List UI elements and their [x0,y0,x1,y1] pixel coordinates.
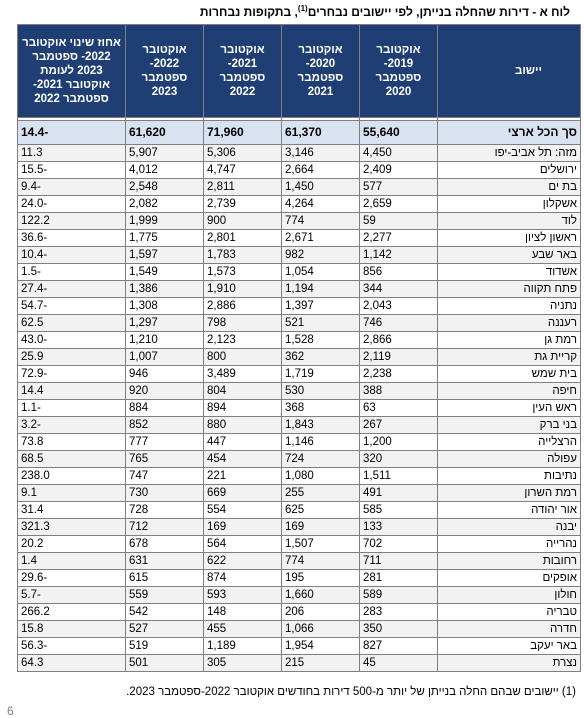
period-3-value: 305 [204,655,282,672]
period-4-value: 1,386 [126,281,204,298]
period-2-value: 2,664 [282,162,360,179]
period-4-value: 1,308 [126,298,204,315]
period-2-value: 774 [282,553,360,570]
percent-change-value: -54.7 [18,298,126,315]
table-row [18,519,581,536]
table-row [18,570,581,587]
table-row [18,366,581,383]
header-percent-change: אחוז שינוי אוקטובר 2022- ספטמבר 2023 לעומת אוקטובר 2021- ספטמבר 2022 [18,25,126,118]
period-4-value: 920 [126,383,204,400]
percent-change-value: -56.3 [18,638,126,655]
period-2-value: 521 [282,315,360,332]
period-1-value: 1,200 [360,434,438,451]
period-1-value: 577 [360,179,438,196]
period-2-value: 206 [282,604,360,621]
locality-name: חולון [438,587,581,604]
period-3-value: 900 [204,213,282,230]
table-row [18,264,581,281]
total-period-2: 61,370 [282,121,360,145]
percent-change-value: 31.4 [18,502,126,519]
percent-change-value: -36.6 [18,230,126,247]
period-2-value: 1,146 [282,434,360,451]
header-period-4: אוקטובר 2022- ספטמבר 2023 [126,25,204,118]
period-3-value: 221 [204,468,282,485]
locality-name: חיפה [438,383,581,400]
period-2-value: 2,671 [282,230,360,247]
period-1-value: 2,119 [360,349,438,366]
period-4-value: 1,007 [126,349,204,366]
period-1-value: 281 [360,570,438,587]
period-1-value: 1,511 [360,468,438,485]
table-row [18,485,581,502]
locality-name: באר שבע [438,247,581,264]
period-2-value: 724 [282,451,360,468]
period-2-value: 625 [282,502,360,519]
period-1-value: 827 [360,638,438,655]
locality-name: רמת גן [438,332,581,349]
period-2-value: 1,528 [282,332,360,349]
title-main: לוח א - דירות שהחלה בנייתן, לפי יישובים נבחרים [307,5,570,19]
period-4-value: 542 [126,604,204,621]
table-row [18,536,581,553]
period-3-value: 804 [204,383,282,400]
period-1-value: 45 [360,655,438,672]
period-4-value: 1,597 [126,247,204,264]
period-3-value: 148 [204,604,282,621]
percent-change-value: 14.4 [18,383,126,400]
period-2-value: 1,954 [282,638,360,655]
locality-name: נתניה [438,298,581,315]
period-4-value: 765 [126,451,204,468]
percent-change-value: 20.2 [18,536,126,553]
period-1-value: 589 [360,587,438,604]
table-row [18,213,581,230]
period-3-value: 2,739 [204,196,282,213]
locality-name: חדרה [438,621,581,638]
locality-name: עפולה [438,451,581,468]
period-1-value: 2,043 [360,298,438,315]
period-4-value: 1,549 [126,264,204,281]
header-locality: יישוב [438,25,581,118]
percent-change-value: 68.5 [18,451,126,468]
period-3-value: 3,489 [204,366,282,383]
percent-change-value: 73.8 [18,434,126,451]
period-3-value: 2,811 [204,179,282,196]
period-3-value: 2,801 [204,230,282,247]
period-2-value: 362 [282,349,360,366]
percent-change-value: 62.5 [18,315,126,332]
period-1-value: 344 [360,281,438,298]
period-2-value: 1,507 [282,536,360,553]
header-row [18,25,581,118]
locality-name: יבנה [438,519,581,536]
locality-name: טבריה [438,604,581,621]
percent-change-value: -1.1 [18,400,126,417]
period-4-value: 777 [126,434,204,451]
period-3-value: 1,910 [204,281,282,298]
period-4-value: 1,775 [126,230,204,247]
table-row [18,230,581,247]
period-2-value: 1,843 [282,417,360,434]
period-1-value: 856 [360,264,438,281]
locality-name: נתיבות [438,468,581,485]
locality-name: ראשון לציון [438,230,581,247]
percent-change-value: -3.2 [18,417,126,434]
period-3-value: 2,123 [204,332,282,349]
period-3-value: 1,783 [204,247,282,264]
period-4-value: 946 [126,366,204,383]
percent-change-value: -29.6 [18,570,126,587]
percent-change-value: -24.0 [18,196,126,213]
period-2-value: 1,066 [282,621,360,638]
period-1-value: 1,142 [360,247,438,264]
period-2-value: 4,264 [282,196,360,213]
period-1-value: 2,409 [360,162,438,179]
period-4-value: 1,297 [126,315,204,332]
locality-name: פתח תקווה [438,281,581,298]
period-4-value: 559 [126,587,204,604]
period-1-value: 711 [360,553,438,570]
period-2-value: 1,397 [282,298,360,315]
period-4-value: 631 [126,553,204,570]
period-2-value: 255 [282,485,360,502]
table-row [18,298,581,315]
period-2-value: 1,450 [282,179,360,196]
period-4-value: 2,082 [126,196,204,213]
period-1-value: 63 [360,400,438,417]
title-footnote-ref: (1) [297,4,308,13]
table-row [18,349,581,366]
period-4-value: 678 [126,536,204,553]
total-label: סך הכל ארצי [438,121,581,145]
percent-change-value: -5.7 [18,587,126,604]
total-period-1: 55,640 [360,121,438,145]
period-3-value: 880 [204,417,282,434]
locality-name: אשקלון [438,196,581,213]
total-period-3: 71,960 [204,121,282,145]
table-row [18,502,581,519]
table-title [200,4,570,19]
percent-change-value: 122.2 [18,213,126,230]
period-1-value: 4,450 [360,145,438,162]
period-1-value: 388 [360,383,438,400]
locality-name: אשדוד [438,264,581,281]
period-3-value: 669 [204,485,282,502]
period-1-value: 2,659 [360,196,438,213]
locality-name: הרצלייה [438,434,581,451]
percent-change-value: -10.4 [18,247,126,264]
percent-change-value: -72.9 [18,366,126,383]
period-3-value: 455 [204,621,282,638]
period-3-value: 564 [204,536,282,553]
locality-name: נצרת [438,655,581,672]
period-2-value: 169 [282,519,360,536]
period-1-value: 283 [360,604,438,621]
table-row [18,196,581,213]
table-row [18,400,581,417]
period-3-value: 454 [204,451,282,468]
period-3-value: 894 [204,400,282,417]
locality-name: בני ברק [438,417,581,434]
percent-change-value: -15.5 [18,162,126,179]
table-row [18,451,581,468]
title-tail: , בתקופות נבחרות [199,5,298,19]
period-2-value: 530 [282,383,360,400]
percent-change-value: 9.1 [18,485,126,502]
locality-name: רעננה [438,315,581,332]
locality-name: אופקים [438,570,581,587]
period-3-value: 1,189 [204,638,282,655]
period-4-value: 884 [126,400,204,417]
percent-change-value: -43.0 [18,332,126,349]
period-3-value: 554 [204,502,282,519]
period-4-value: 5,907 [126,145,204,162]
percent-change-value: 238.0 [18,468,126,485]
period-3-value: 5,306 [204,145,282,162]
header-period-1: אוקטובר 2019- ספטמבר 2020 [360,25,438,118]
period-1-value: 491 [360,485,438,502]
header-period-2: אוקטובר 2020- ספטמבר 2021 [282,25,360,118]
locality-name: לוד [438,213,581,230]
table-row [18,604,581,621]
period-1-value: 320 [360,451,438,468]
period-3-value: 622 [204,553,282,570]
period-3-value: 1,573 [204,264,282,281]
locality-name: רמת השרון [438,485,581,502]
locality-name: מזה: תל אביב-יפו [438,145,581,162]
table-row [18,179,581,196]
period-1-value: 2,277 [360,230,438,247]
period-1-value: 133 [360,519,438,536]
locality-name: קריית גת [438,349,581,366]
page-number: 6 [7,704,14,718]
table-row [18,417,581,434]
percent-change-value: 11.3 [18,145,126,162]
period-2-value: 1,660 [282,587,360,604]
period-4-value: 2,548 [126,179,204,196]
table-row [18,553,581,570]
period-3-value: 800 [204,349,282,366]
period-3-value: 447 [204,434,282,451]
period-2-value: 368 [282,400,360,417]
period-2-value: 195 [282,570,360,587]
locality-name: באר יעקב [438,638,581,655]
period-4-value: 527 [126,621,204,638]
period-3-value: 2,886 [204,298,282,315]
table-row [18,281,581,298]
period-1-value: 746 [360,315,438,332]
period-4-value: 615 [126,570,204,587]
period-2-value: 1,194 [282,281,360,298]
period-4-value: 519 [126,638,204,655]
locality-name: ראש העין [438,400,581,417]
locality-name: אור יהודה [438,502,581,519]
total-period-4: 61,620 [126,121,204,145]
percent-change-value: 15.8 [18,621,126,638]
period-4-value: 1,210 [126,332,204,349]
header-period-3: אוקטובר 2021- ספטמבר 2022 [204,25,282,118]
table-row [18,332,581,349]
period-4-value: 747 [126,468,204,485]
table-row [18,247,581,264]
period-2-value: 1,080 [282,468,360,485]
period-4-value: 712 [126,519,204,536]
period-1-value: 267 [360,417,438,434]
period-3-value: 593 [204,587,282,604]
percent-change-value: -1.5 [18,264,126,281]
period-4-value: 501 [126,655,204,672]
table-row [18,383,581,400]
period-2-value: 1,054 [282,264,360,281]
period-1-value: 585 [360,502,438,519]
locality-name: ירושלים [438,162,581,179]
table-row [18,162,581,179]
locality-name: בית שמש [438,366,581,383]
percent-change-value: 64.3 [18,655,126,672]
period-2-value: 1,719 [282,366,360,383]
period-1-value: 2,238 [360,366,438,383]
percent-change-value: 321.3 [18,519,126,536]
table-row [18,315,581,332]
footnote: (1) יישובים שבהם החלה בנייתן של יותר מ-500 דירות בחודשים אוקטובר 2022-ספטמבר 2023. [126,686,576,698]
period-2-value: 215 [282,655,360,672]
total-percent-change: -14.4 [18,121,126,145]
percent-change-value: -9.4 [18,179,126,196]
period-1-value: 59 [360,213,438,230]
table-row [18,621,581,638]
period-2-value: 774 [282,213,360,230]
percent-change-value: 25.9 [18,349,126,366]
percent-change-value: 1.4 [18,553,126,570]
period-2-value: 982 [282,247,360,264]
period-3-value: 169 [204,519,282,536]
period-1-value: 702 [360,536,438,553]
period-4-value: 4,012 [126,162,204,179]
buildings-table [17,24,581,672]
table-row [18,145,581,162]
locality-name: רחובות [438,553,581,570]
table-row [18,638,581,655]
period-1-value: 2,866 [360,332,438,349]
period-4-value: 728 [126,502,204,519]
locality-name: בת ים [438,179,581,196]
table-row [18,468,581,485]
locality-name: נהרייה [438,536,581,553]
total-row [18,121,581,145]
percent-change-value: -27.4 [18,281,126,298]
period-3-value: 798 [204,315,282,332]
period-3-value: 874 [204,570,282,587]
period-1-value: 350 [360,621,438,638]
period-3-value: 4,747 [204,162,282,179]
period-4-value: 1,999 [126,213,204,230]
percent-change-value: 266.2 [18,604,126,621]
period-4-value: 852 [126,417,204,434]
table-row [18,587,581,604]
table-row [18,655,581,672]
period-2-value: 3,146 [282,145,360,162]
period-4-value: 730 [126,485,204,502]
table-row [18,434,581,451]
